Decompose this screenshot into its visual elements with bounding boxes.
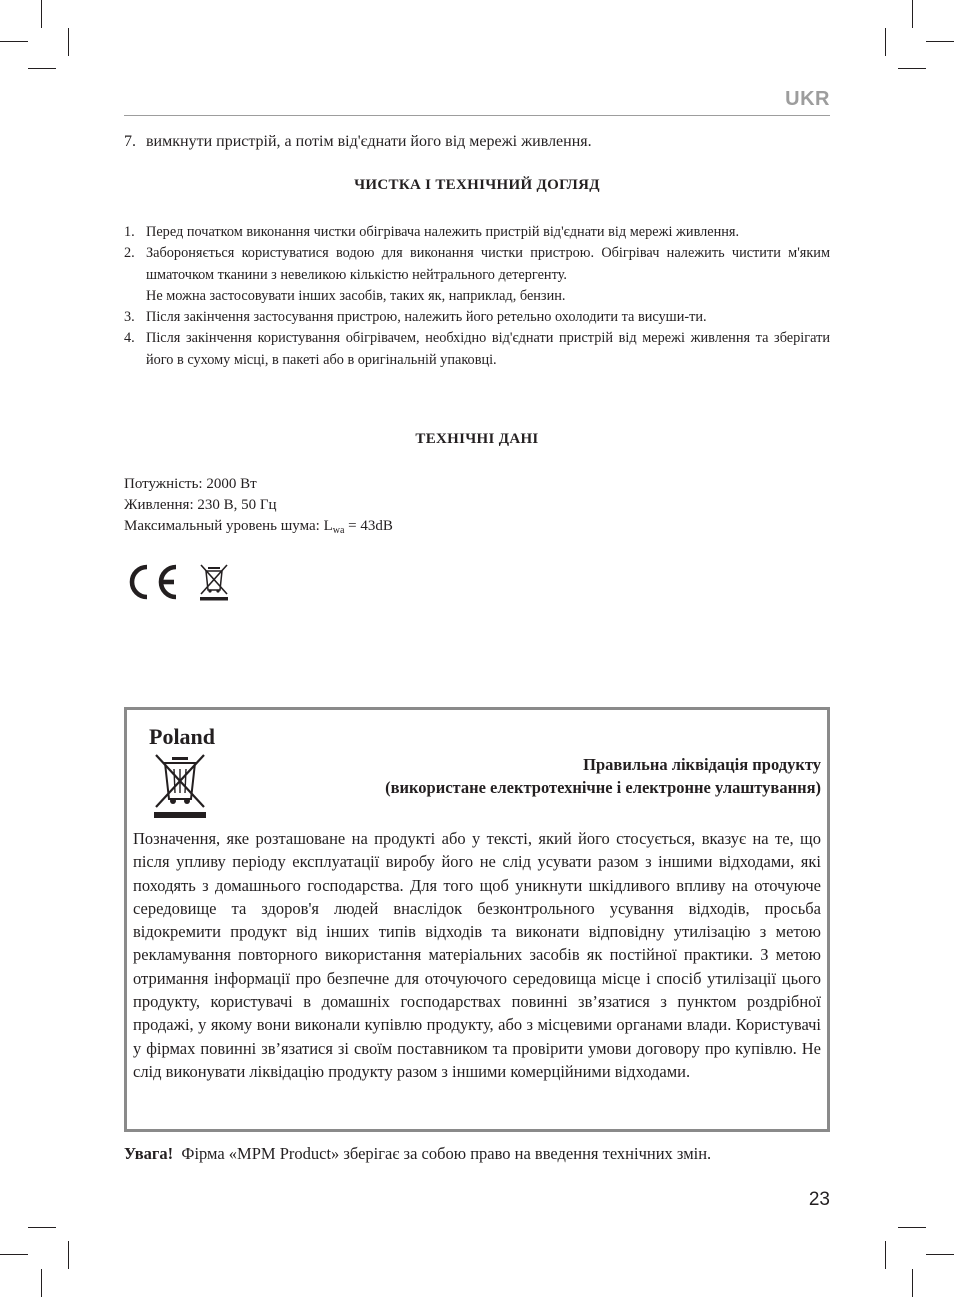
- list-item: [124, 328, 830, 371]
- disposal-title-line2: (використане електротехнічне і електронне улаштування): [385, 778, 821, 797]
- item-text: Після закінчення застосування пристрою, належить його ретельно охолодити та висуши-ти.: [146, 309, 707, 326]
- crop-mark: [926, 41, 954, 42]
- notice-text: Фірма «MPM Product» зберігає за собою право на введення технічних змін.: [181, 1144, 712, 1163]
- list-item: [124, 243, 830, 307]
- crop-mark: [41, 0, 42, 28]
- notice-label: Увага!: [124, 1144, 174, 1163]
- crop-mark: [898, 1227, 926, 1228]
- crop-mark: [41, 1269, 42, 1297]
- disposal-info-box: [124, 707, 830, 1132]
- item-extra-text: Не можна застосовувати інших засобів, таких як, наприклад, бензин.: [146, 287, 566, 304]
- crop-mark: [0, 1254, 28, 1255]
- item-text: Перед початком виконання чистки обігрівача належить пристрій від'єднати від мережі живлення.: [146, 224, 740, 240]
- page-number: 23: [808, 1189, 830, 1210]
- notice: [124, 1143, 830, 1165]
- crop-mark: [68, 28, 69, 56]
- crop-mark: [885, 1241, 886, 1269]
- item-text: Забороняється користуватися водою для виконання чистки пристрою. Обігрівач належить чистити м'яким шматочком тканини з невеликою кількістю нейтрального детергенту.: [146, 245, 830, 283]
- spec-power: Потужність: 2000 Вт: [124, 476, 257, 492]
- noise-value: = 43dB: [344, 518, 393, 534]
- country-label: Poland: [149, 724, 216, 749]
- crop-mark: [926, 1254, 954, 1255]
- spec-supply: Живлення: 230 В, 50 Гц: [124, 497, 277, 513]
- crossed-bin-icon: [198, 562, 230, 602]
- crop-mark: [68, 1241, 69, 1269]
- crop-mark: [28, 1227, 56, 1228]
- language-code: UKR: [785, 88, 830, 110]
- cleaning-section-title: ЧИСТКА І ТЕХНІЧНИЙ ДОГЛЯД: [354, 177, 600, 193]
- header-divider: [124, 115, 830, 116]
- crop-mark: [912, 1269, 913, 1297]
- crop-mark: [0, 41, 28, 42]
- item-number: 3.: [124, 309, 135, 326]
- ce-mark-icon: [124, 563, 180, 601]
- item-number: 4.: [124, 330, 135, 347]
- crop-mark: [912, 0, 913, 28]
- disposal-title-line1: Правильна ліквідація продукту: [583, 755, 821, 774]
- noise-subscript: wa: [332, 525, 345, 536]
- crop-mark: [898, 68, 926, 69]
- crossed-bin-icon: [152, 749, 208, 821]
- step-7: [124, 132, 830, 152]
- disposal-title: [385, 753, 821, 799]
- list-item: [124, 222, 830, 243]
- spec-noise: [124, 516, 830, 537]
- list-item: [124, 307, 830, 328]
- item-text: Після закінчення користування обігрівачем, необхідно від'єднати пристрій від мережі живлення та зберігати його в сухому місці, в пакеті або в оригінальній упаковці.: [146, 330, 830, 368]
- crop-mark: [28, 68, 56, 69]
- noise-label: Максимальный уровень шума: L: [124, 518, 333, 534]
- cleaning-list: [124, 222, 830, 371]
- item-number: 1.: [124, 224, 135, 240]
- step-text: вимкнути пристрій, а потім від'єднати його від мережі живлення.: [146, 133, 592, 150]
- disposal-body: Позначення, яке розташоване на продукті або у тексті, який його стосується, вказує на те, що після упливу періоду експлуатації виробу його не слід усувати разом з іншими відходами, які походять з домашнього господарства. Для того щоб уникнути шкідливого впливу на оточуюче середовище та здоров'я людей внаслідок безконтрольного усування відходів, просьба відокремити продукт від інших типів відходів та виконати відповідну утилізацію з метою рекламування повторного використання матеріальних засобів як постійної практики. З метою отримання інформації про безпечне для оточуючого середовища місце і спосіб утилізації цього продукту, користувачі в домашніх господарствах повинні зв’язатися з пунктом роздрібної продажі, у якому вони виконали купівлю продукту, або з місцевими органами влади. Користувачі у фірмах повинні зв’язатися зі своїм поставником та провірити умови договору про купівлю. Не слід виконувати ліквідацію продукту разом з іншими комерційними відходами.: [133, 829, 821, 1081]
- step-number: 7.: [124, 133, 136, 150]
- crop-mark: [885, 28, 886, 56]
- item-number: 2.: [124, 245, 135, 262]
- tech-section-title: ТЕХНІЧНІ ДАНІ: [415, 431, 539, 447]
